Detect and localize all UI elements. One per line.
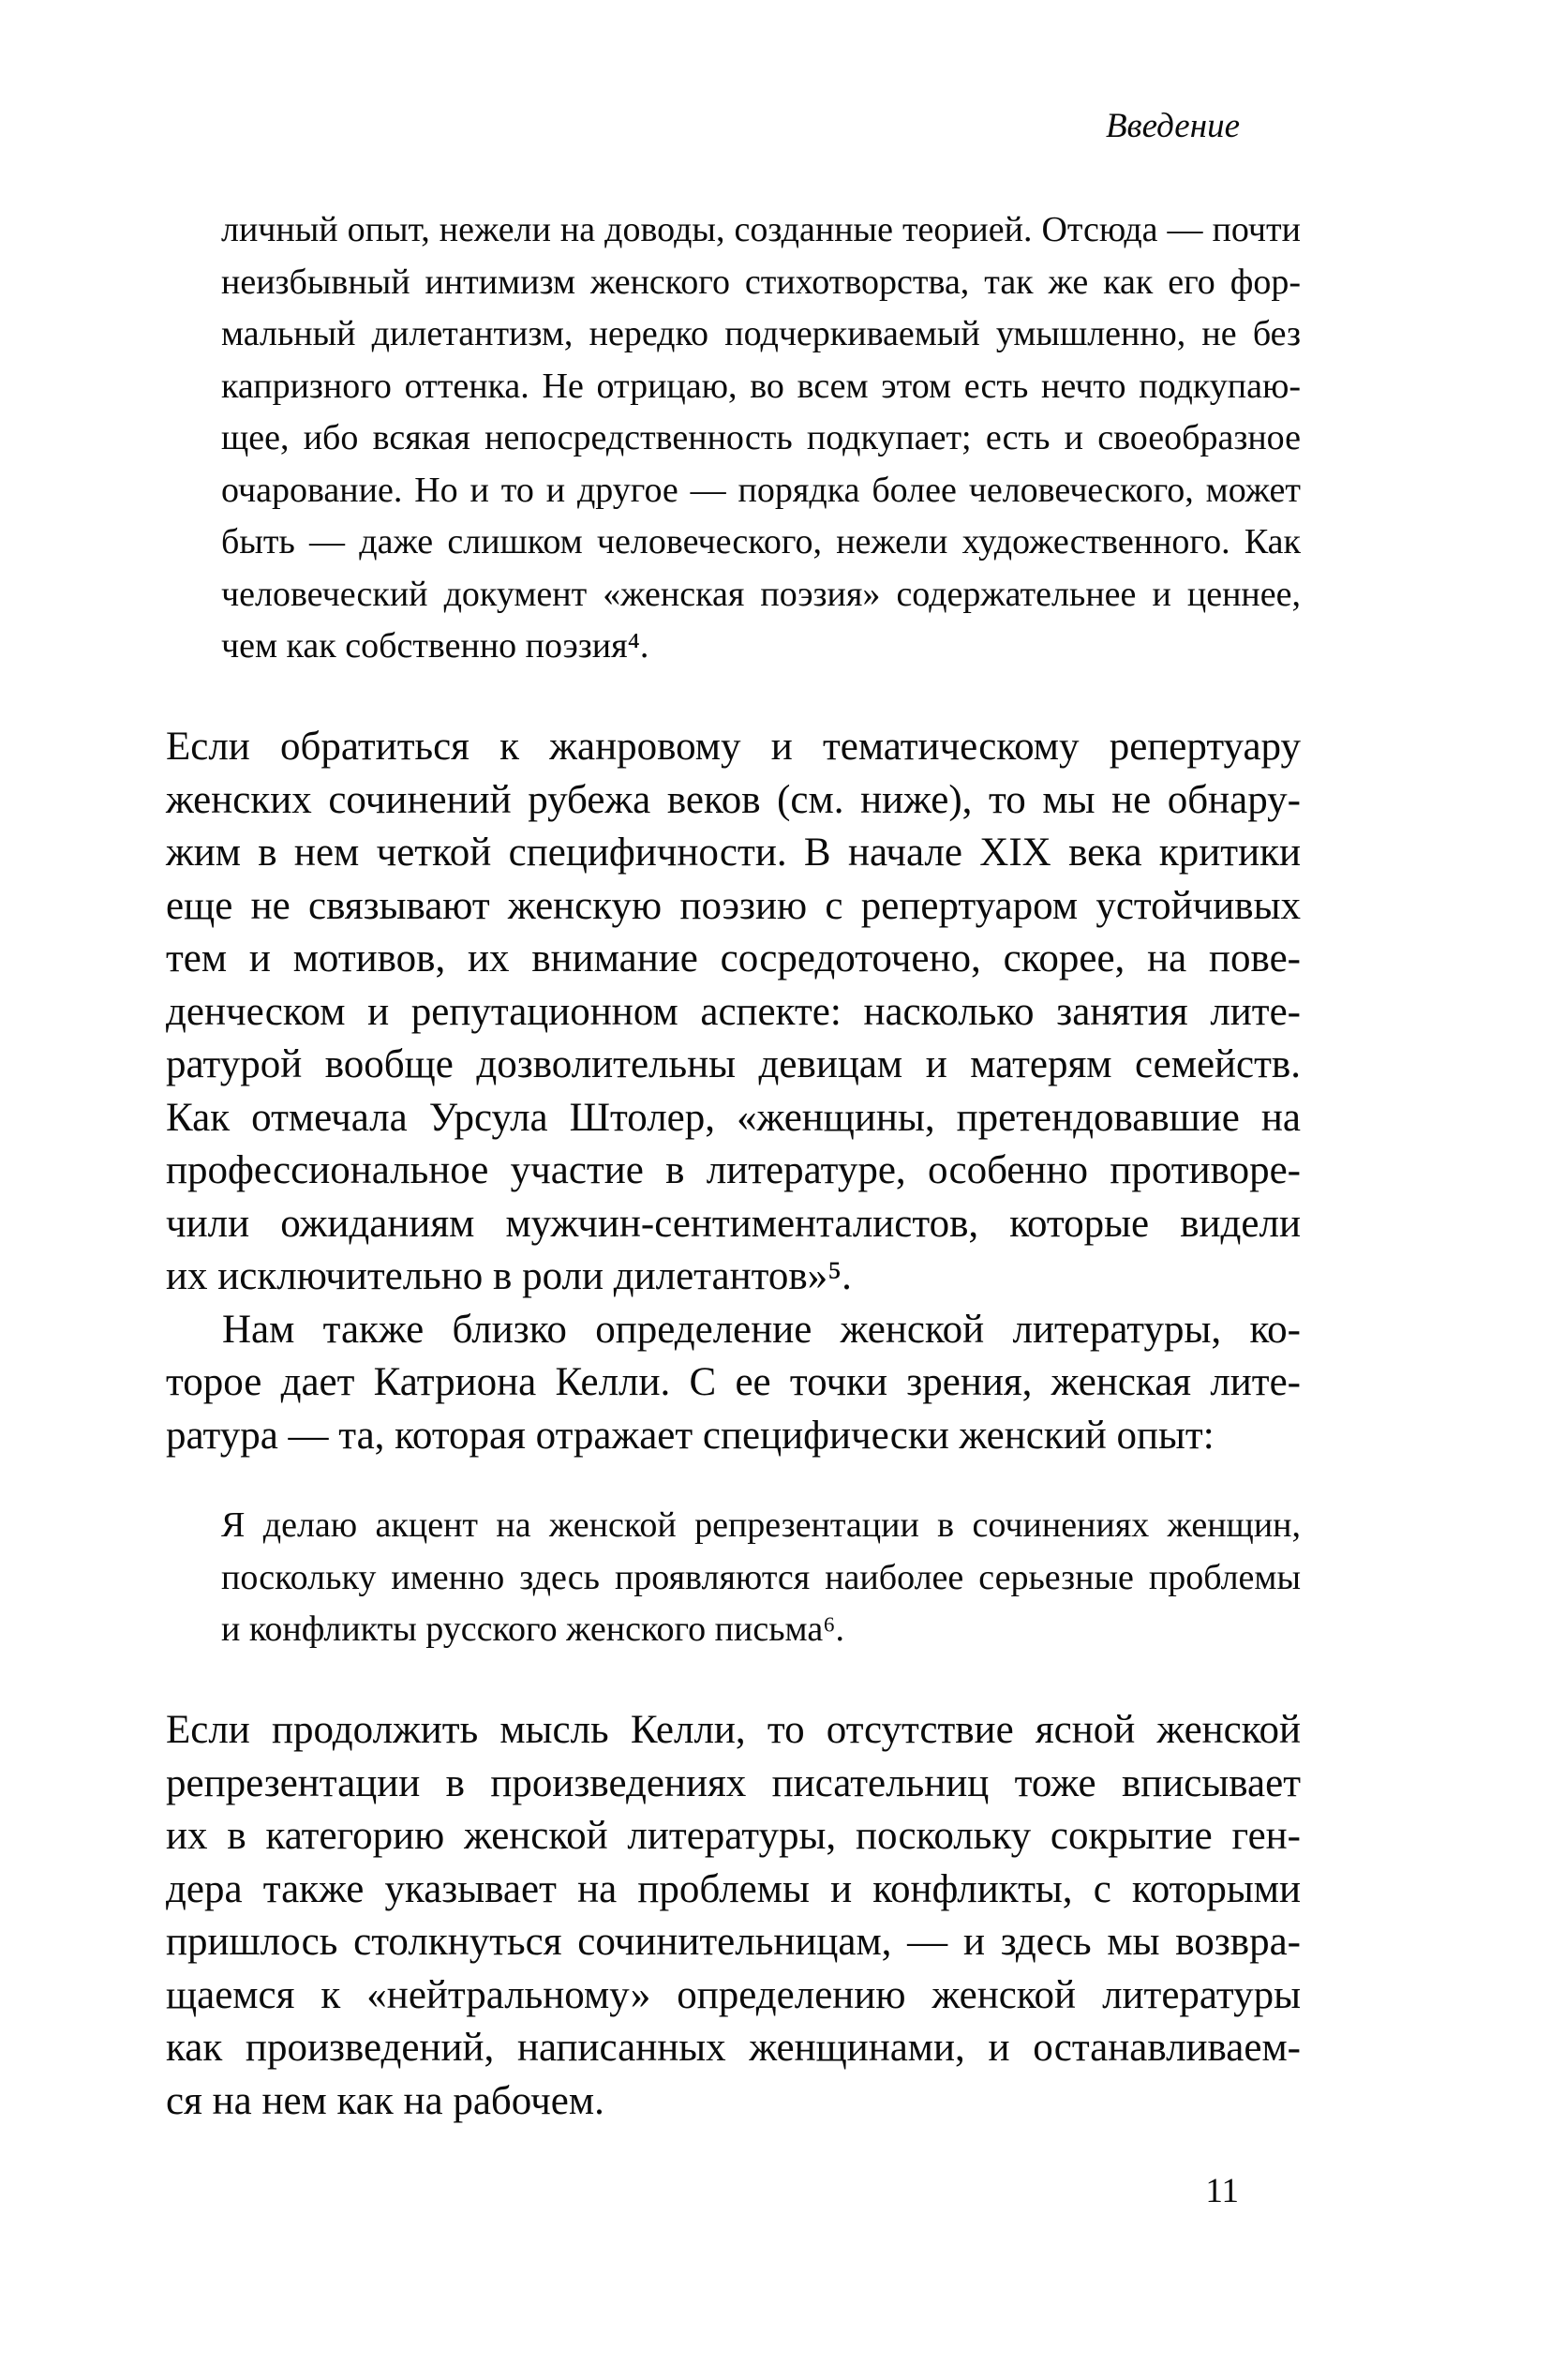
- blockquote: [221, 204, 1301, 673]
- blockquote-1: [221, 204, 1301, 673]
- text-line: еще не связывают женскую поэзию с репертуаром устойчивых: [166, 883, 1301, 928]
- text-line: денческом и репутационном аспекте: насколько занятия лите-: [166, 989, 1301, 1034]
- text-line: и конфликты русского женского письма⁶.: [221, 1609, 844, 1649]
- text-line: Я делаю акцент на женской репрезентации в сочинениях женщин,: [221, 1505, 1301, 1545]
- paragraph: [166, 1704, 1301, 2128]
- text-line: Если продолжить мысль Келли, то отсутствие ясной женской: [166, 1708, 1301, 1752]
- text-line: очарование. Но и то и другое — порядка более человеческого, может: [221, 470, 1301, 510]
- text-line: неизбывный интимизм женского стихотворства, так же как его фор-: [221, 262, 1301, 302]
- text-line: тем и мотивов, их внимание сосредоточено, скорее, на пове-: [166, 936, 1301, 980]
- text-line: чили ожиданиям мужчин-сентименталистов, которые видели: [166, 1201, 1301, 1246]
- text-line: их в категорию женской литературы, поскольку сокрытие ген-: [166, 1814, 1301, 1858]
- text-line: женских сочинений рубежа веков (см. ниже), то мы не обнару-: [166, 777, 1301, 822]
- text-line: жим в нем четкой специфичности. В начале XIX века критики: [166, 831, 1301, 875]
- text-line: быть — даже слишком человеческого, нежели художественного. Как: [221, 522, 1301, 561]
- text-line: пришлось столкнуться сочинительницам, — и здесь мы возвра-: [166, 1920, 1301, 1964]
- body-text: [166, 721, 1301, 1462]
- blockquote: [221, 1500, 1301, 1656]
- paragraph: [166, 1304, 1301, 1463]
- text-line: щаемся к «нейтральному» определению женской литературы: [166, 1972, 1301, 2017]
- text-line: чем как собственно поэзия⁴.: [221, 626, 649, 666]
- text-line: репрезентации в произведениях писательниц тоже вписывает: [166, 1760, 1301, 1805]
- text-line: щее, ибо всякая непосредственность подкупает; есть и своеобразное: [221, 418, 1301, 457]
- text-line: профессиональное участие в литературе, особенно противоре-: [166, 1148, 1301, 1192]
- text-line: их исключительно в роли дилетантов»⁵.: [166, 1254, 852, 1298]
- text-line: мальный дилетантизм, нередко подчеркиваемый умышленно, не без: [221, 314, 1301, 353]
- text-line: ся на нем как на рабочем.: [166, 2078, 604, 2123]
- text-line: личный опыт, нежели на доводы, созданные теорией. Отсюда — почти: [221, 210, 1301, 249]
- running-head: Введение: [1105, 107, 1240, 145]
- text-line: Если обратиться к жанровому и тематическому репертуару: [166, 725, 1301, 769]
- text-line: ратура — та, которая отражает специфически женский опыт:: [166, 1413, 1215, 1458]
- text-line: капризного оттенка. Не отрицаю, во всем этом есть нечто подкупаю-: [221, 366, 1301, 406]
- closing-paragraph: [166, 1704, 1301, 2128]
- text-line: поскольку именно здесь проявляются наиболее серьезные проблемы: [221, 1557, 1301, 1597]
- paragraph: [166, 721, 1301, 1304]
- text-line: Как отмечала Урсула Штолер, «женщины, претендовавшие на: [166, 1095, 1301, 1140]
- text-line: ратурой вообще дозволительны девицам и матерям семейств.: [166, 1042, 1301, 1086]
- text-line: человеческий документ «женская поэзия» содержательнее и ценнее,: [221, 574, 1301, 614]
- page-number: 11: [1205, 2172, 1239, 2210]
- text-line: дера также указывает на проблемы и конфликты, с которыми: [166, 1866, 1301, 1911]
- text-line: как произведений, написанных женщинами, и останавливаем-: [166, 2026, 1301, 2070]
- text-line: торое дает Катриона Келли. С ее точки зрения, женская лите-: [166, 1360, 1301, 1404]
- blockquote-2: [221, 1500, 1301, 1656]
- text-line: Нам также близко определение женской литературы, ко-: [222, 1307, 1301, 1352]
